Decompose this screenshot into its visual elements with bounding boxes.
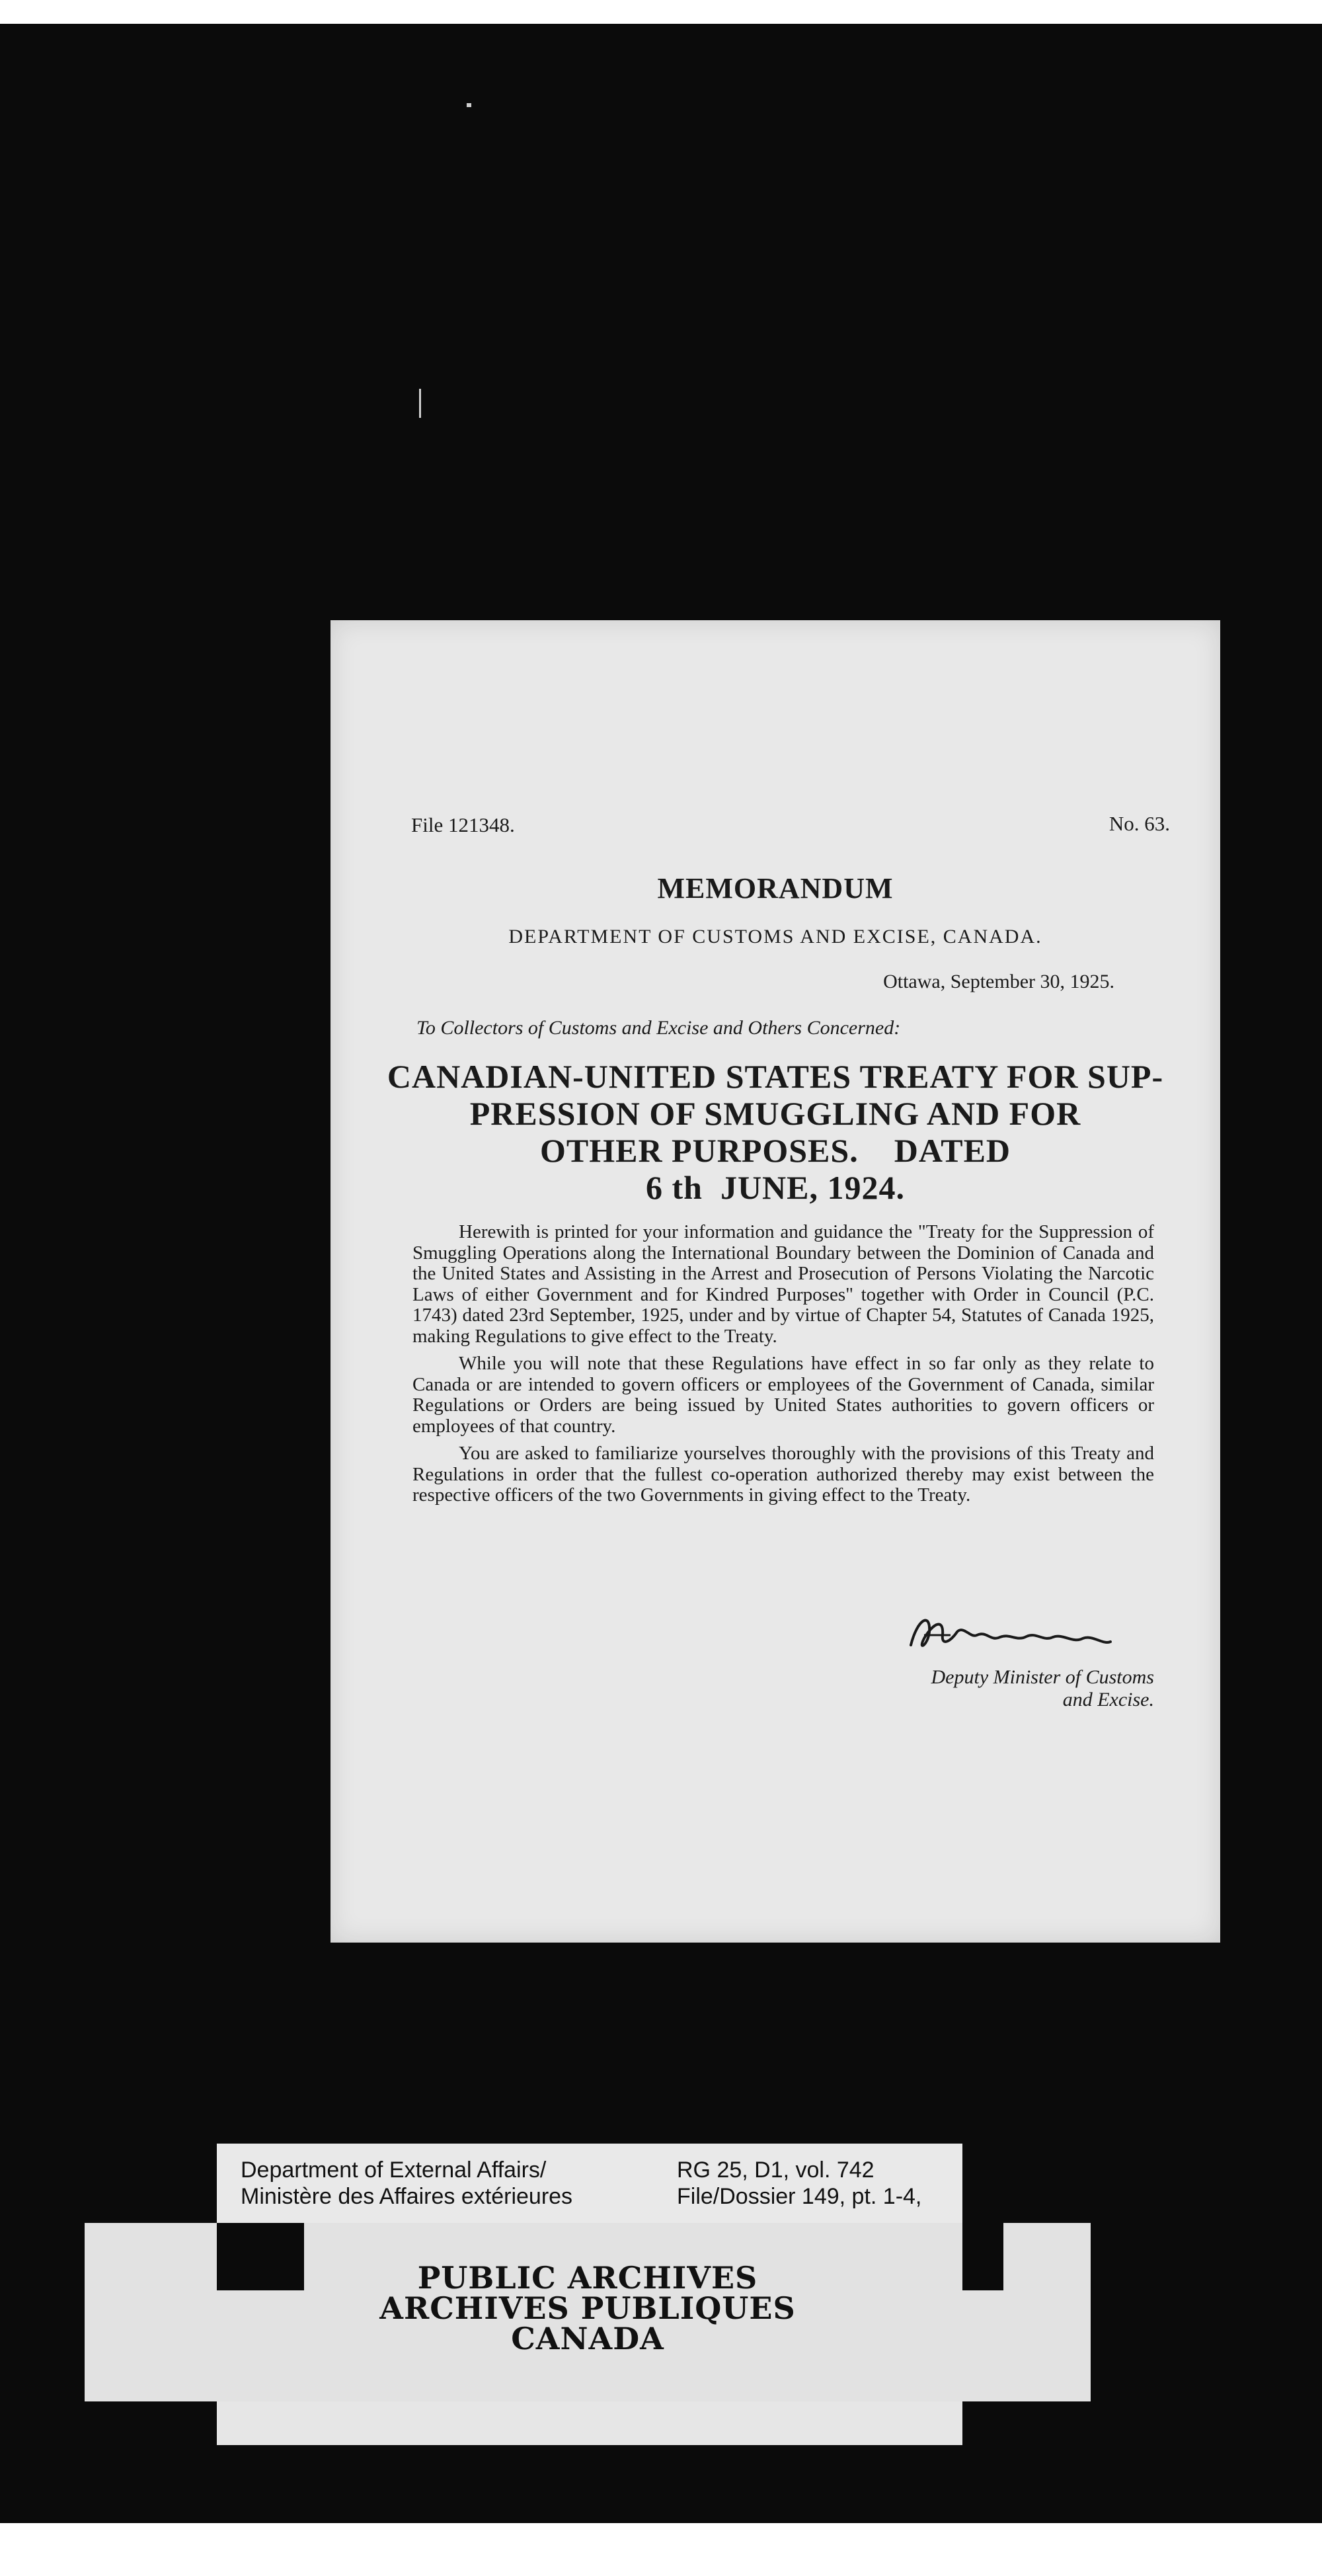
title-line: OTHER PURPOSES. DATED — [539, 1132, 1011, 1169]
card-line: File/Dossier 149, pt. 1-4, — [677, 2184, 922, 2209]
body-paragraph: You are asked to familiarize yourselves thoroughly with the provisions of this Treaty and Regulations in order that the fullest co-operation authorized thereby may exist between the respective officers of the two Governments in giving effect to the Treaty. — [412, 1443, 1154, 1506]
stamp-line: ARCHIVES PUBLIQUES — [379, 2290, 796, 2326]
body-paragraph: While you will note that these Regulations have effect in so far only as they relate to Canada or are intended to govern officers or employees of the Government of Canada, similar Regulations or Orders are being issued by United States authorities to govern officers or employees of that country. — [412, 1353, 1154, 1437]
title-line: 6 th JUNE, 1924. — [645, 1169, 906, 1206]
stamp-line: PUBLIC ARCHIVES — [417, 2260, 758, 2296]
stamp-text — [85, 2260, 1091, 2356]
file-number: File 121348. — [411, 813, 515, 836]
public-archives-stamp — [85, 2223, 1091, 2401]
signer-title — [931, 1666, 1155, 1711]
addressees: To Collectors of Customs and Excise and Others Concerned: — [416, 1017, 901, 1039]
body-paragraph: Herewith is printed for your information and guidance the "Treaty for the Suppression of Smuggling Operations along the International Boundary between the Dominion of Canada and the United States and Assisting in the Arrest and Prosecution of Persons Violating the Narcotic Laws of either Government and for Kindred Purposes" together with Order in Council (P.C. 1743) dated 23rd September, 1925, under and by virtue of Chapter 54, Statutes of Canada 1925, making Regulations to give effect to the Treaty. — [412, 1221, 1154, 1347]
stamp-lower-strip — [217, 2401, 962, 2445]
film-scratch — [419, 389, 421, 418]
treaty-title — [383, 1058, 1167, 1206]
memo-heading: MEMORANDUM — [657, 872, 894, 905]
signer-line: and Excise. — [1062, 1689, 1154, 1711]
department-name: DEPARTMENT OF CUSTOMS AND EXCISE, CANADA. — [508, 926, 1042, 947]
card-line: Department of External Affairs/ — [241, 2157, 547, 2183]
card-line: RG 25, D1, vol. 742 — [677, 2157, 875, 2183]
memorandum-document — [330, 620, 1220, 1943]
stamp-line: CANADA — [511, 2321, 664, 2356]
department-label — [241, 2157, 572, 2210]
memo-body — [412, 1222, 1154, 1513]
title-line: CANADIAN-UNITED STATES TREATY FOR SUP- — [387, 1058, 1164, 1095]
card-line: Ministère des Affaires extérieures — [241, 2184, 573, 2209]
film-speck — [467, 103, 471, 107]
place-and-date: Ottawa, September 30, 1925. — [883, 971, 1114, 992]
title-line: PRESSION OF SMUGGLING AND FOR — [469, 1095, 1081, 1132]
memo-number: No. 63. — [1108, 812, 1170, 835]
signer-line: Deputy Minister of Customs — [931, 1666, 1154, 1688]
file-reference — [677, 2157, 921, 2210]
handwritten-signature — [904, 1605, 1116, 1665]
